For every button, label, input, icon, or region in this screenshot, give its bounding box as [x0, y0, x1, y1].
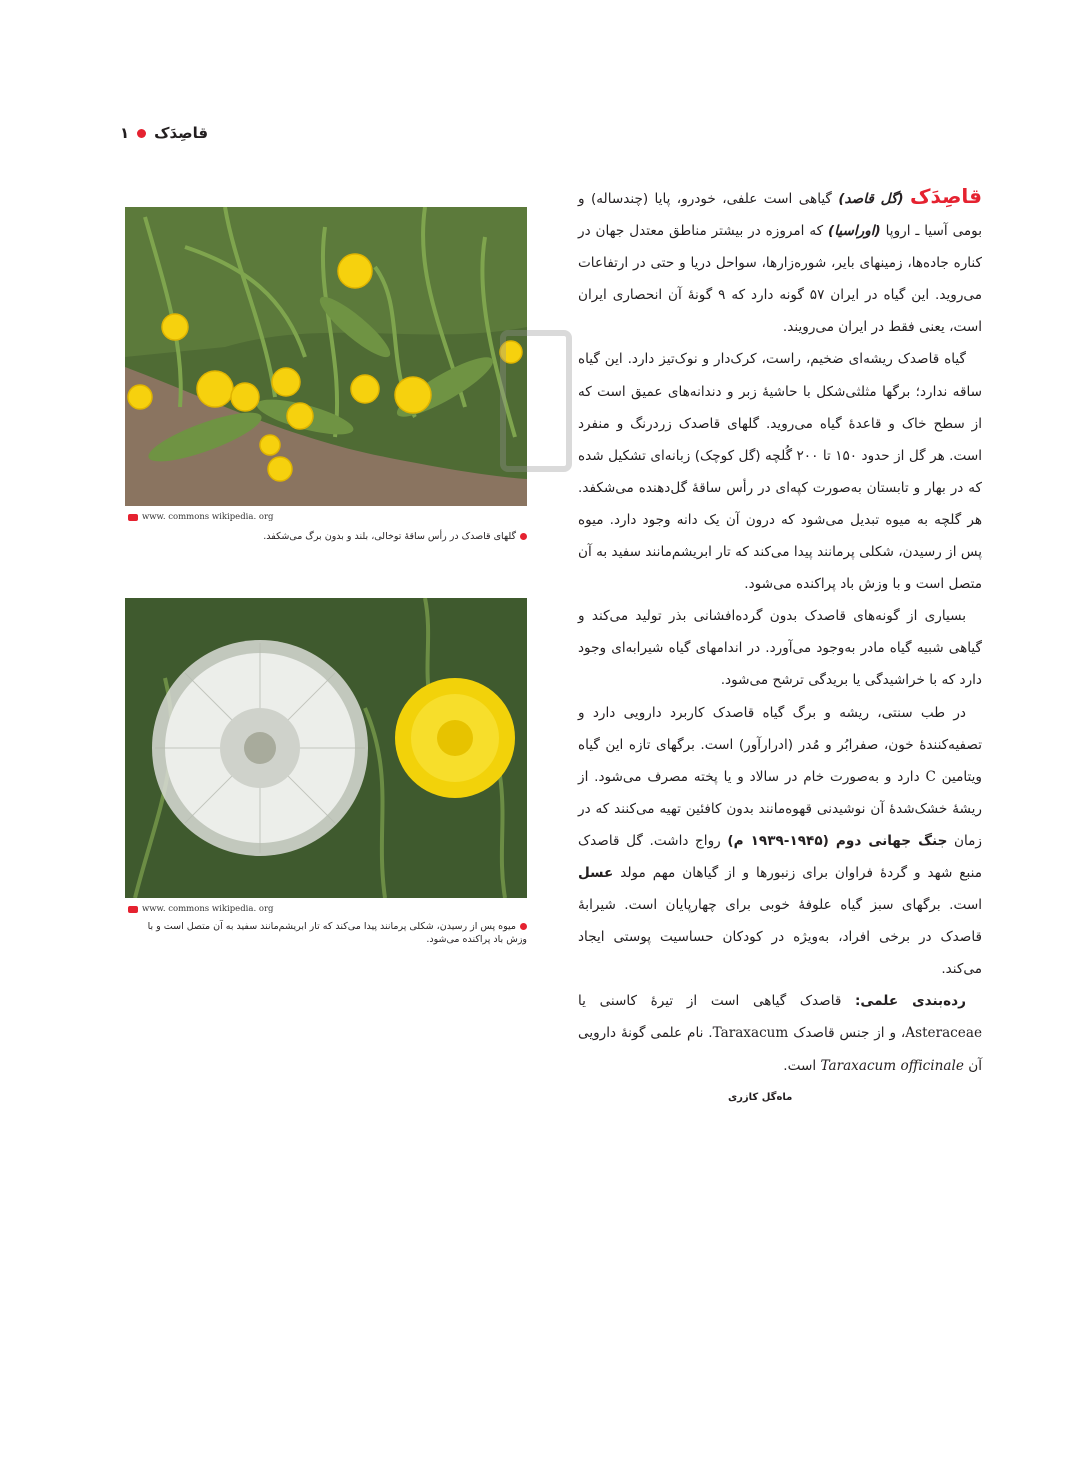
caption-bullet-icon: [520, 533, 527, 540]
photo-source-credit: www. commons wikipedia. org: [128, 904, 273, 914]
article-paragraph: در طب سنتی، ریشه و برگ گیاه قاصدک کاربرد دارویی دارد و تصفیه‌کنندهٔ خون، صفرابُر و مُدر (ادرارآور) است. برگهای تازه این گیاه ویتامین C دارد و به‌صورت خام در سالاد و یا پخته مصرف می‌شود. از ریشهٔ خشک‌شدهٔ آن نوشیدنی قهوه‌مانند بدون کافئین تهیه می‌کنند که در زمان جنگ جهانی دوم (۱۹۴۵-۱۹۳۹ م) رواج داشت. گل قاصدک منبع شهد و گردهٔ فراوان برای زنبورها و از گیاهان مهم مولد عسل است. برگهای سبز گیاه علوفهٔ خوبی برای چهارپایان است. شیرابهٔ قاصدک در برخی افراد، به‌ویژه در کودکان حساسیت پوستی ایجاد می‌کند.: [578, 704, 982, 978]
caption-bullet-icon: [520, 923, 527, 930]
article-paragraph: گیاه قاصدک ریشه‌ای ضخیم، راست، کرک‌دار و نوک‌تیز دارد. این گیاه ساقه ندارد؛ برگها مثلثی‌شکل با حاشیهٔ زبر و دندانه‌های عمیق است که از سطح خاک و قاعدهٔ گیاه می‌روید. گلهای قاصدک زردرنگ و منفرد است. هر گل از حدود ۱۵۰ تا ۲۰۰ گُلچه (گل کوچک) زبانه‌ای تشکیل شده که در بهار و تابستان به‌صورت کپه‌ای در رأس ساقهٔ گل‌دهنده می‌شکفد. هر گلچه به میوه تبدیل می‌شود که درون آن یک دانه وجود دارد. میوه پس از رسیدن، شکلی پرمانند پیدا می‌کند که تار ابریشم‌مانند سفید به آن متصل است و با وزش باد پراکنده می‌شود.: [578, 351, 983, 593]
article-body: [578, 180, 983, 1103]
page-header: [120, 124, 208, 142]
page-title: قاصِدَک: [154, 124, 209, 142]
dandelion-flowers-photo: [125, 207, 527, 506]
article-headword: قاصِدَک: [910, 184, 983, 208]
article-paragraph: قاصِدَک (گل قاصد) گیاهی است علفی، خودرو، پایا (چندساله) و بومی آسیا ـ اروپا (اوراسیا) که امروزه در بیشتر مناطق معتدل جهان در کناره جاده‌ها، زمینهای بایر، شوره‌زارها، سواحل دریا و حتی در ارتفاعات می‌روید. این گیاه در ایران ۵۷ گونه دارد که ۹ گونهٔ آن انحصاری ایران است، یعنی فقط در ایران می‌رویند.: [578, 184, 983, 336]
author-name: ماه‌گل کازری: [728, 1091, 793, 1103]
source-logo-icon: [128, 514, 138, 521]
article-paragraph: رده‌بندی علمی: قاصدک گیاهی است از تیرهٔ کاسنی یا Asteraceae، و از جنس قاصدک Taraxacum. نام علمی گونهٔ دارویی آن Taraxacum officinale است.: [578, 993, 982, 1074]
page-number: ۱: [120, 124, 130, 142]
dandelion-seedhead-photo: [125, 598, 527, 898]
article-paragraph: بسیاری از گونه‌های قاصدک بدون گرده‌افشانی بذر تولید می‌کند و گیاهی شبیه گیاه مادر به‌وجود می‌آورد. در اندامهای گیاه شیرابه‌ای وجود دارد که با خراشیدگی یا بریدگی ترشح می‌شود.: [578, 608, 982, 689]
photo-caption: میوه پس از رسیدن، شکلی پرمانند پیدا می‌کند که تار ابریشم‌مانند سفید به آن متصل است و با وزش باد پراکنده می‌شود.: [147, 921, 527, 945]
photo-source-credit: www. commons wikipedia. org: [128, 512, 273, 522]
photo-caption: گلهای قاصدک در رأس ساقهٔ توخالی، بلند و بدون برگ می‌شکفد.: [125, 530, 527, 543]
header-dot-icon: [137, 129, 146, 138]
source-logo-icon: [128, 906, 138, 913]
